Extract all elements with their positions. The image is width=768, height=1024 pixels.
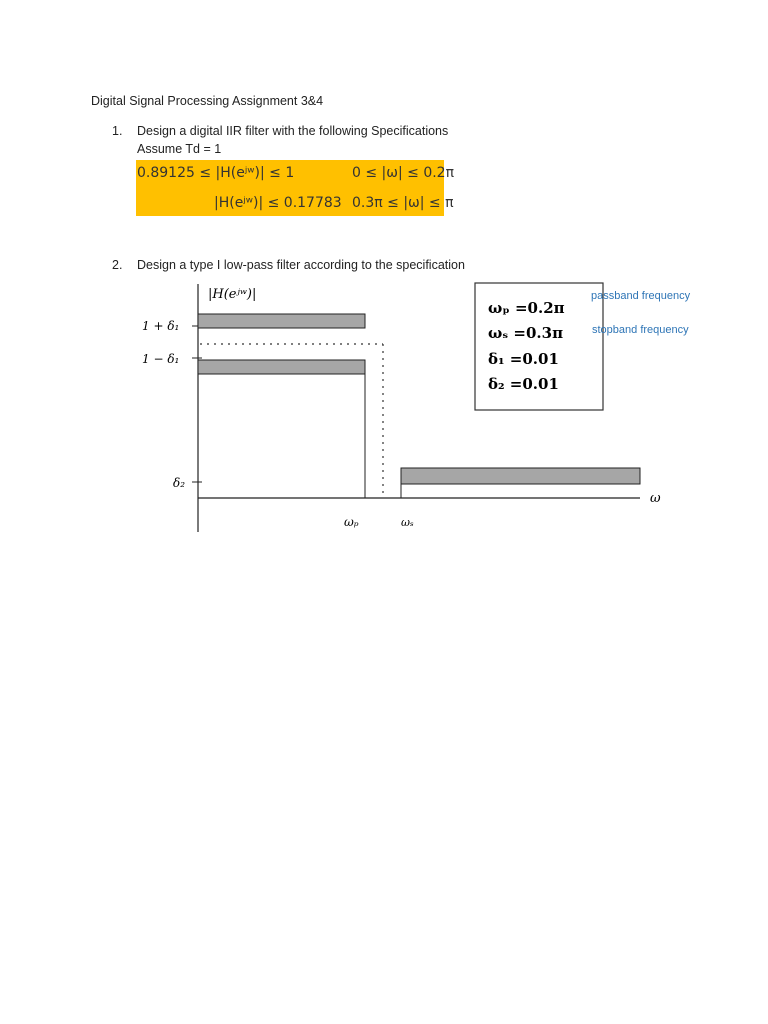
passband-upper-tolerance-band bbox=[198, 314, 365, 328]
legend-omega-p: ωₚ =0.2π bbox=[488, 299, 565, 317]
stopband-inequality: |H(eʲʷ)| ≤ 0.17783 bbox=[214, 195, 342, 211]
item-number: 2. bbox=[112, 258, 123, 272]
stopband-range: 0.3π ≤ |ω| ≤ π bbox=[352, 195, 454, 211]
legend-delta2: δ₂ =0.01 bbox=[488, 375, 559, 393]
tick-label-delta2: δ₂ bbox=[173, 476, 186, 490]
x-axis-label: ω bbox=[650, 491, 661, 506]
omega-p-label: ωₚ bbox=[344, 515, 359, 529]
legend-delta1: δ₁ =0.01 bbox=[488, 350, 559, 368]
note-stopband-frequency: stopband frequency bbox=[592, 324, 689, 336]
y-axis-label: |H(eʲʷ)| bbox=[208, 287, 257, 302]
filter-spec-highlight bbox=[136, 160, 455, 216]
passband-range: 0 ≤ |ω| ≤ 0.2π bbox=[352, 165, 455, 181]
tick-label-one-minus-delta1: 1 − δ₁ bbox=[142, 352, 180, 366]
document-title: Digital Signal Processing Assignment 3&4 bbox=[91, 94, 324, 108]
tolerance-diagram bbox=[130, 278, 720, 540]
lowpass-spec-figure bbox=[130, 278, 720, 540]
item-subtext: Assume Td = 1 bbox=[137, 142, 222, 156]
passband-lower-tolerance-band bbox=[198, 360, 365, 374]
tick-label-one-plus-delta1: 1 + δ₁ bbox=[142, 319, 180, 333]
stopband-tolerance-band bbox=[401, 468, 640, 484]
legend-omega-s: ωₛ =0.3π bbox=[488, 324, 564, 342]
item-text: Design a digital IIR filter with the following Specifications bbox=[137, 124, 449, 138]
item-number: 1. bbox=[112, 124, 123, 138]
item-text: Design a type I low-pass filter according to the specification bbox=[137, 258, 465, 272]
note-passband-frequency: passband frequency bbox=[591, 290, 691, 302]
omega-s-label: ωₛ bbox=[401, 516, 414, 529]
passband-inequality: 0.89125 ≤ |H(eʲʷ)| ≤ 1 bbox=[137, 165, 295, 181]
